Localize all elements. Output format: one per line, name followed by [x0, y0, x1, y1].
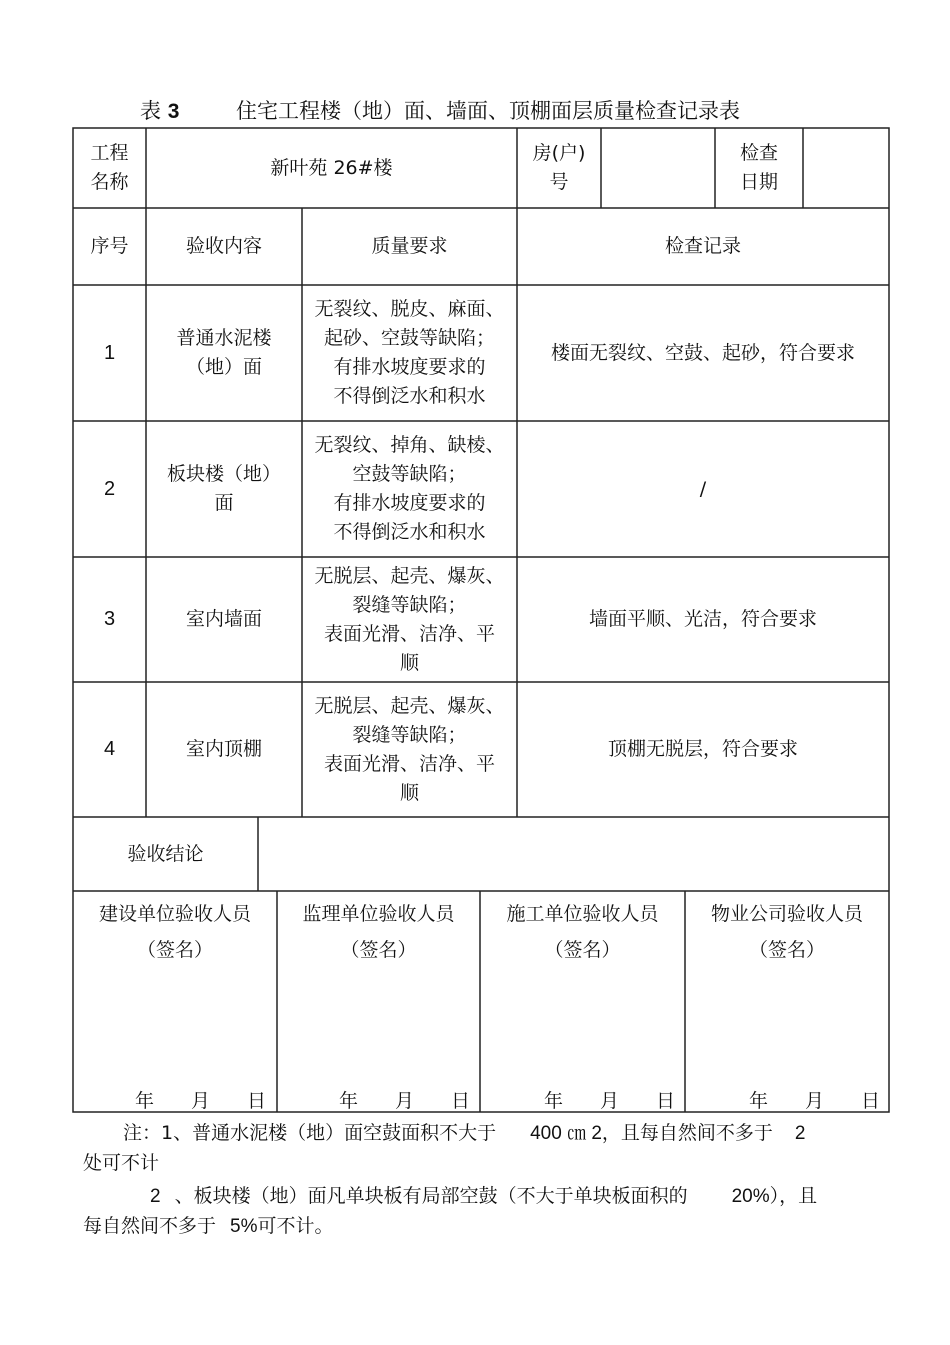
- row-3-requirement: 无脱层、起壳、爆灰、 裂缝等缺陷； 表面光滑、洁净、平 顺: [314, 564, 505, 674]
- room-number-value[interactable]: [601, 128, 715, 208]
- note-1-line-2: 处可不计: [83, 1152, 160, 1174]
- row-4-record[interactable]: 顶棚无脱层，符合要求: [607, 738, 798, 760]
- signature-date-2: 年 月 日: [339, 1090, 471, 1112]
- note-2-line-1: 2 、板块楼（地）面凡单块板有局部空鼓（不大于单块板面积的 20%），且: [150, 1185, 818, 1207]
- signature-supervision[interactable]: 监理单位验收人员 （签名）: [302, 903, 455, 961]
- row-1-content: 普通水泥楼 （地）面: [176, 327, 272, 378]
- note-2-line-2: 每自然间不多于 5%可不计。: [83, 1215, 334, 1237]
- column-header-seq: 序号: [90, 235, 129, 257]
- signature-contractor[interactable]: 施工单位验收人员 （签名）: [506, 903, 659, 961]
- table-title: 住宅工程楼（地）面、墙面、顶棚面层质量检查记录表: [236, 99, 740, 123]
- row-1-requirement: 无裂纹、脱皮、麻面、 起砂、空鼓等缺陷； 有排水坡度要求的 不得倒泛水和积水: [314, 298, 505, 407]
- table-number: 表 3: [140, 99, 180, 123]
- row-3-record[interactable]: 墙面平顺、光洁，符合要求: [588, 608, 817, 630]
- signature-date-1: 年 月 日: [135, 1090, 267, 1112]
- conclusion-value[interactable]: [258, 817, 889, 891]
- row-1-seq: 1: [103, 341, 116, 364]
- signature-property[interactable]: 物业公司验收人员 （签名）: [710, 903, 863, 961]
- project-name-value: 新叶苑 26#楼: [270, 156, 393, 179]
- signature-construction[interactable]: 建设单位验收人员 （签名）: [98, 903, 251, 961]
- conclusion-label: 验收结论: [127, 842, 204, 865]
- row-2-record[interactable]: /: [699, 477, 707, 500]
- room-number-label: 房(户) 号: [532, 142, 586, 193]
- signature-date-4: 年 月 日: [749, 1090, 881, 1112]
- check-date-value[interactable]: [803, 128, 889, 208]
- row-2-seq: 2: [103, 477, 116, 500]
- row-2-content: 板块楼（地） 面: [166, 463, 281, 514]
- column-header-content: 验收内容: [185, 235, 262, 257]
- note-1-line-1: 注：1、普通水泥楼（地）面空鼓面积不大于 400 ㎝ 2，且每自然间不多于 2: [123, 1122, 806, 1144]
- row-2-requirement: 无裂纹、掉角、缺棱、 空鼓等缺陷； 有排水坡度要求的 不得倒泛水和积水: [314, 434, 505, 543]
- column-header-requirement: 质量要求: [371, 235, 448, 257]
- check-date-label: 检查 日期: [739, 142, 778, 193]
- row-3-seq: 3: [103, 608, 116, 630]
- column-header-record: 检查记录: [664, 235, 741, 257]
- row-4-seq: 4: [103, 738, 116, 760]
- row-1-record[interactable]: 楼面无裂纹、空鼓、起砂，符合要求: [550, 341, 855, 364]
- row-4-content: 室内顶棚: [185, 738, 262, 760]
- row-3-content: 室内墙面: [185, 608, 262, 630]
- project-name-label: 工程 名称: [90, 142, 129, 193]
- row-4-requirement: 无脱层、起壳、爆灰、 裂缝等缺陷； 表面光滑、洁净、平 顺: [314, 694, 505, 804]
- signature-date-3: 年 月 日: [544, 1090, 676, 1112]
